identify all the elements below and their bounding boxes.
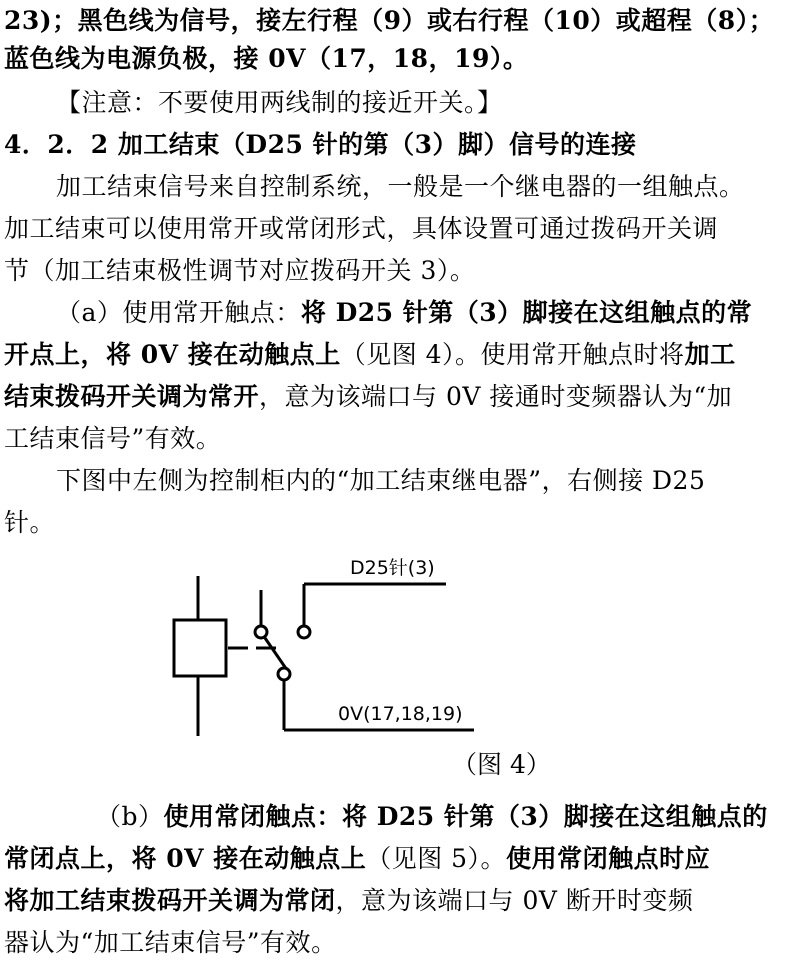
text-run: （见图 5）。 xyxy=(366,844,507,873)
paragraph-line xyxy=(4,380,796,414)
nc-terminal xyxy=(278,668,290,680)
relay-coil xyxy=(174,620,226,676)
moving-contact xyxy=(265,638,287,670)
no-terminal xyxy=(298,626,310,638)
section-heading: 4．2．2 加工结束（D25 针的第（3）脚）信号的连接 xyxy=(4,130,637,159)
text-run: ，意为该端口与 0V 接通时变频器认为“加 xyxy=(259,382,733,411)
text-run: （见图 4）。使用常开触点时将 xyxy=(340,340,685,369)
text-line: 蓝色线为电源负极，接 0V（17，18，19）。 xyxy=(4,44,529,73)
paragraph-line: 加工结束信号来自控制系统，一般是一个继电器的一组触点。 xyxy=(56,172,745,201)
paragraph-line: 加工结束可以使用常开或常闭形式，具体设置可通过拨码开关调 xyxy=(4,214,719,243)
paragraph-line xyxy=(4,884,796,918)
text-line: 23)；黑色线为信号，接左行程（9）或右行程（10）或超程（8）； xyxy=(4,6,775,35)
paragraph-line xyxy=(56,296,796,330)
paragraph-line: 下图中左侧为控制柜内的“加工结束继电器”，右侧接 D25 xyxy=(56,466,706,495)
text-run: （b） xyxy=(96,802,164,831)
paragraph-line: 工结束信号”有效。 xyxy=(4,424,222,453)
paragraph-line xyxy=(96,800,796,834)
note-line: 【注意：不要使用两线制的接近开关。】 xyxy=(56,88,503,117)
text-run-bold: 开点上，将 0V 接在动触点上 xyxy=(4,340,341,369)
common-terminal xyxy=(255,626,267,638)
text-run-bold: 使用常闭触点：将 D25 针第（3）脚接在这组触点的 xyxy=(163,802,768,831)
zero-v-label: 0V(17,18,19) xyxy=(338,703,463,725)
text-run: ，意为该端口与 0V 断开时变频 xyxy=(335,886,694,915)
paragraph-line: 针。 xyxy=(4,508,56,537)
paragraph-line xyxy=(4,842,796,876)
text-run: （a）使用常开触点： xyxy=(56,298,301,327)
text-run-bold: 常闭点上，将 0V 接在动触点上 xyxy=(4,844,367,873)
figure-caption: （图 4） xyxy=(452,750,551,779)
relay-wiring-diagram xyxy=(150,548,510,748)
text-run-bold: 结束拨码开关调为常开 xyxy=(4,382,260,411)
paragraph-line: 器认为“加工结束信号”有效。 xyxy=(4,928,337,957)
text-run-bold: 将加工结束拨码开关调为常闭 xyxy=(4,886,336,915)
text-run-bold: 加工 xyxy=(684,340,736,369)
text-run-bold: 将 D25 针第（3）脚接在这组触点的常 xyxy=(300,298,753,327)
text-run-bold: 使用常闭触点时应 xyxy=(506,844,711,873)
paragraph-line: 节（加工结束极性调节对应拨码开关 3）。 xyxy=(4,256,476,285)
d25-label: D25针(3) xyxy=(350,557,435,579)
paragraph-line xyxy=(4,338,796,372)
